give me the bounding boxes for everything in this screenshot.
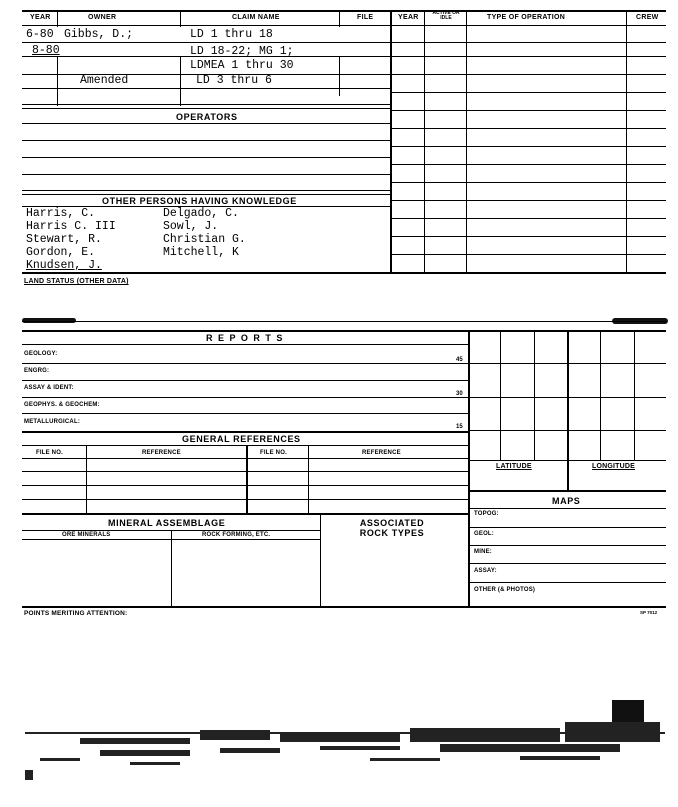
person-name: Stewart, R. [26, 233, 102, 246]
reports-title: R E P O R T S [206, 333, 284, 343]
general-references-title: GENERAL REFERENCES [182, 434, 301, 444]
scan-noise-strip [20, 700, 670, 790]
report-geology: GEOLOGY: [24, 351, 58, 357]
header-year-right: YEAR [398, 14, 419, 21]
owner-row-4-claim: LD 3 thru 6 [196, 74, 272, 87]
report-metallurgical-number: 15 [456, 424, 463, 430]
operators-title: OPERATORS [176, 112, 238, 122]
owner-row-2-year: 8-80 [32, 44, 60, 57]
owner-row-3-claim: LDMEA 1 thru 30 [190, 59, 294, 72]
report-metallurgical: METALLURGICAL: [24, 419, 81, 425]
person-name: Knudsen, J. [26, 259, 102, 272]
other-persons-title: OTHER PERSONS HAVING KNOWLEDGE [102, 196, 297, 206]
person-name: Sowl, J. [163, 220, 219, 233]
person-name: Delgado, C. [163, 207, 239, 220]
map-geol: GEOL: [474, 531, 494, 537]
latitude-label: LATITUDE [496, 463, 532, 470]
map-mine: MINE: [474, 549, 492, 555]
owner-row-1-year: 6-80 [26, 28, 54, 41]
header-claim-name: CLAIM NAME [232, 14, 280, 21]
report-assay: ASSAY & IDENT: [24, 385, 74, 391]
report-geology-number: 45 [456, 357, 463, 363]
gr-file-no-1: FILE NO. [36, 450, 63, 456]
gr-reference-2: REFERENCE [362, 450, 401, 456]
longitude-label: LONGITUDE [592, 463, 636, 470]
owner-row-4-owner: Amended [80, 74, 129, 87]
map-topog: TOPOG: [474, 511, 499, 517]
header-year: YEAR [30, 14, 51, 21]
person-name: Gordon, E. [26, 246, 96, 259]
header-type-of-operation: TYPE OF OPERATION [487, 14, 566, 21]
maps-title: MAPS [552, 496, 581, 506]
gr-reference-1: REFERENCE [142, 450, 181, 456]
person-name: Mitchell, K [163, 246, 239, 259]
owner-row-1-owner: Gibbs, D.; [64, 28, 134, 41]
report-engrg: ENGRG: [24, 368, 50, 374]
rock-forming-header: ROCK FORMING, ETC. [202, 532, 271, 538]
header-crew: CREW [636, 14, 659, 21]
person-name: Christian G. [163, 233, 246, 246]
person-name: Harris C. III [26, 220, 116, 233]
map-other-photos: OTHER (& PHOTOS) [474, 587, 536, 593]
header-owner: OWNER [88, 14, 117, 21]
header-active-idle: ACTIVE OR IDLE [432, 10, 460, 21]
owner-row-1-claim: LD 1 thru 18 [190, 28, 273, 41]
gr-file-no-2: FILE NO. [260, 450, 287, 456]
ore-minerals-header: ORE MINERALS [62, 532, 111, 538]
map-assay: ASSAY: [474, 568, 497, 574]
owner-row-2-claim: LD 18-22; MG 1; [190, 45, 294, 58]
person-name: Harris, C. [26, 207, 96, 220]
header-file: FILE [357, 14, 374, 21]
mineral-assemblage-title: MINERAL ASSEMBLAGE [108, 518, 226, 528]
associated-rock-types: ASSOCIATED ROCK TYPES [359, 518, 425, 538]
points-meriting-attention: POINTS MERITING ATTENTION: [24, 610, 128, 617]
report-assay-number: 30 [456, 391, 463, 397]
report-geophys: GEOPHYS. & GEOCHEM: [24, 402, 100, 408]
form-code: SP 7012 [640, 610, 658, 615]
land-status-label: LAND STATUS (OTHER DATA) [24, 278, 129, 285]
